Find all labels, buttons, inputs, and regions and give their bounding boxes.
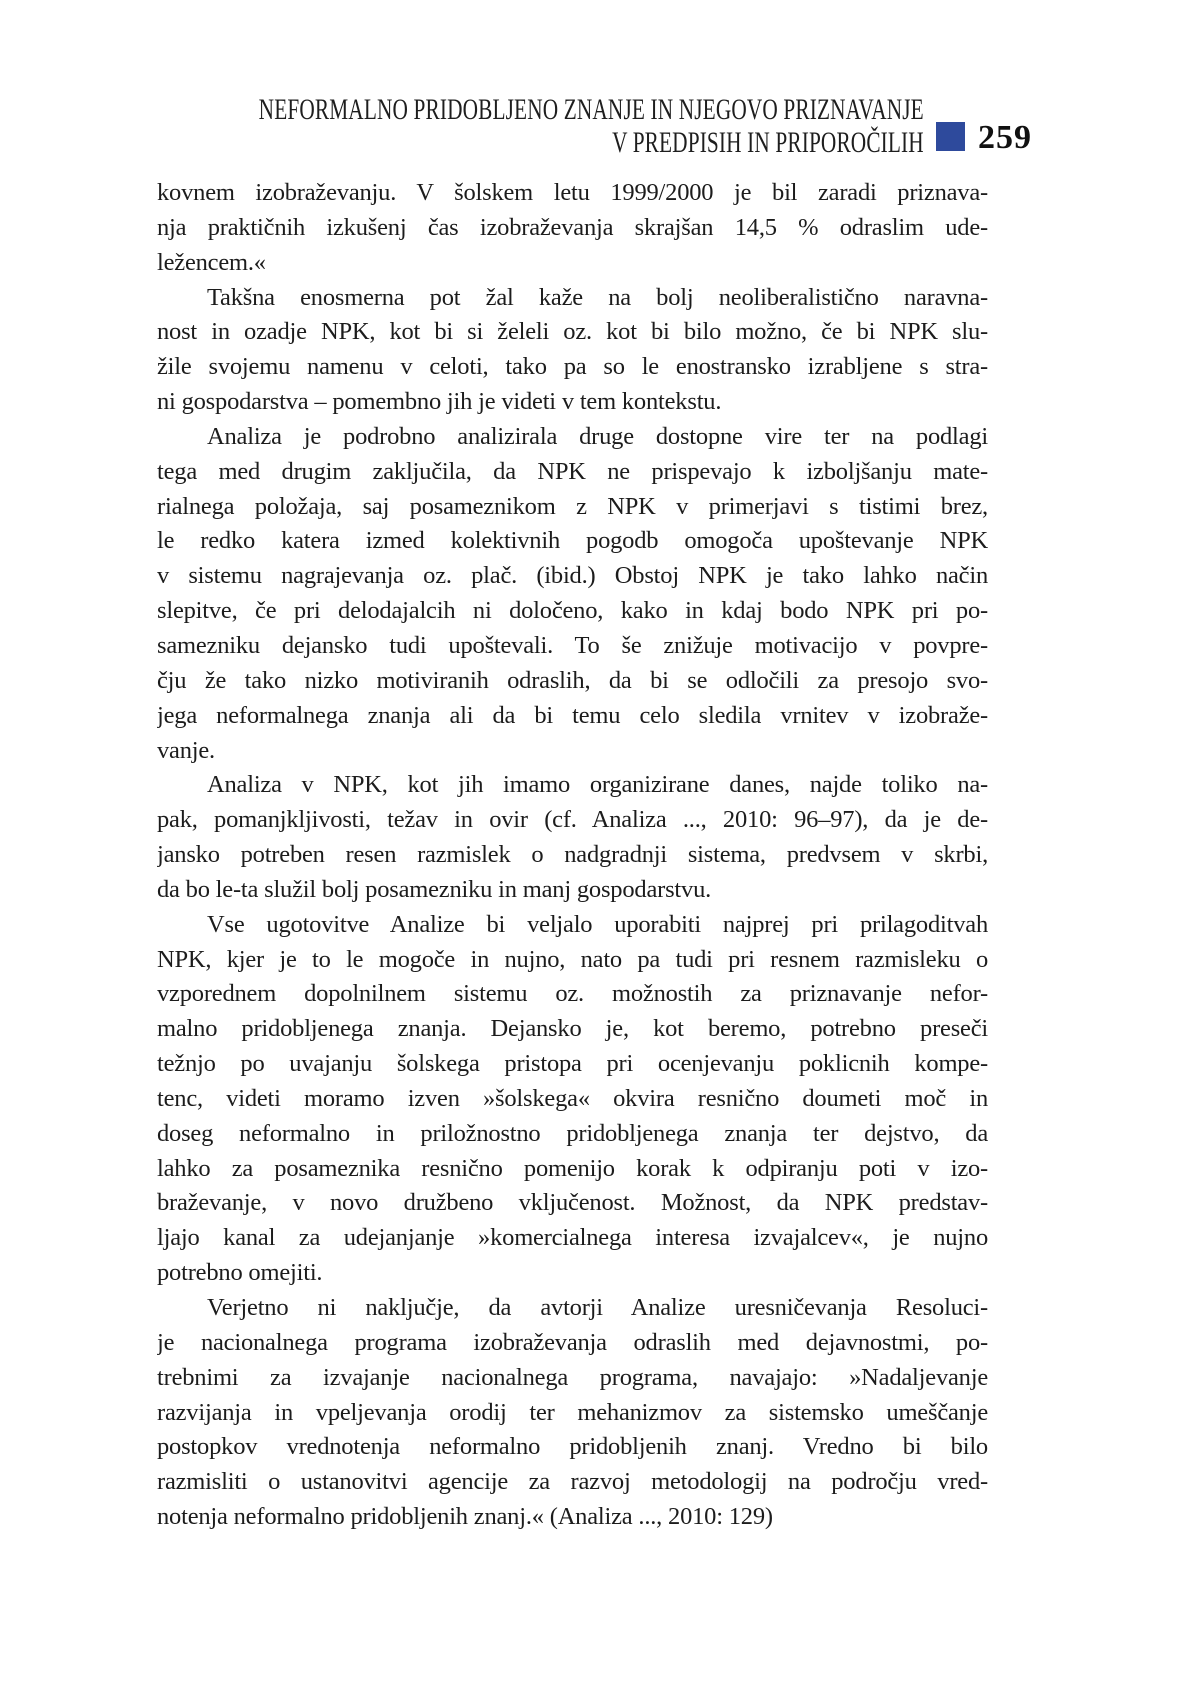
text-line: vzporednem dopolnilnem sistemu oz. možnostih za priznavanje nefor- (157, 980, 988, 1008)
text-line: lahko za posameznika resnično pomenijo korak k odpiranju poti v izo- (157, 1154, 988, 1182)
chapter-title-line1: NEFORMALNO PRIDOBLJENO ZNANJE IN NJEGOVO PRIZNAVANJE (258, 93, 924, 126)
text-line: Analiza v NPK, kot jih imamo organizirane danes, najde toliko na- (207, 771, 988, 799)
text-line: jansko potreben resen razmislek o nadgradnji sistema, predvsem v skrbi, (157, 841, 988, 869)
text-line: ležencem.« (157, 248, 266, 276)
chapter-title (259, 94, 924, 159)
text-line: slepitve, če pri delodajalcih ni določeno, kako in kdaj bodo NPK pri po- (157, 597, 988, 625)
text-line: kovnem izobraževanju. V šolskem letu 1999/2000 je bil zaradi priznava- (157, 179, 988, 206)
text-line: samezniku dejansko tudi upoštevali. To še znižuje motivacijo v povpre- (157, 631, 988, 659)
text-line: je nacionalnega programa izobraževanja odraslih med dejavnostmi, po- (157, 1328, 988, 1356)
running-header (0, 94, 1032, 159)
text-line: notenja neformalno pridobljenih znanj.« (Analiza ..., 2010: 129) (157, 1503, 773, 1531)
text-line: da bo le-ta služil bolj posamezniku in manj gospodarstvu. (157, 875, 712, 903)
text-line: Verjetno ni naključje, da avtorji Analize uresničevanja Resoluci- (207, 1294, 988, 1321)
text-line: NPK, kjer je to le mogoče in nujno, nato pa tudi pri resnem razmisleku o (157, 945, 988, 973)
text-line: trebnimi za izvajanje nacionalnega programa, navajajo: »Nadaljevanje (157, 1363, 988, 1391)
text-line: doseg neformalno in priložnostno pridobljenega znanja ter dejstvo, da (157, 1119, 988, 1147)
text-line: le redko katera izmed kolektivnih pogodb omogoča upoštevanje NPK (157, 527, 988, 555)
text-line: razmisliti o ustanovitvi agencije za razvoj metodologij na področju vred- (157, 1468, 988, 1496)
text-line: težnjo po uvajanju šolskega pristopa pri ocenjevanju poklicnih kompe- (157, 1050, 988, 1078)
text-line: rialnega položaja, saj posameznikom z NPK v primerjavi s tistimi brez, (157, 492, 988, 520)
text-line: žile svojemu namenu v celoti, tako pa so le enostransko izrabljene s stra- (157, 353, 988, 381)
text-line: potrebno omejiti. (157, 1259, 323, 1287)
text-line: malno pridobljenega znanja. Dejansko je, kot beremo, potrebno preseči (157, 1015, 988, 1043)
page-number: 259 (978, 119, 1032, 156)
text-line: nost in ozadje NPK, kot bi si želeli oz. kot bi bilo možno, če bi NPK slu- (157, 318, 988, 346)
text-line: tega med drugim zaključila, da NPK ne prispevajo k izboljšanju mate- (157, 457, 988, 485)
text-line: nja praktičnih izkušenj čas izobraževanja skrajšan 14,5 % odraslim ude- (157, 213, 988, 241)
accent-square (936, 122, 965, 151)
text-line: Takšna enosmerna pot žal kaže na bolj neoliberalistično naravna- (207, 283, 988, 311)
chapter-title-line2: V PREDPISIH IN PRIPOROČILIH (612, 125, 924, 159)
text-line: ljajo kanal za udejanjanje »komercialnega interesa izvajalcev«, je nujno (157, 1224, 988, 1252)
text-line: jega neformalnega znanja ali da bi temu celo sledila vrnitev v izobraže- (157, 701, 988, 729)
text-line: tenc, videti moramo izven »šolskega« okvira resnično doumeti moč in (157, 1084, 988, 1112)
text-line: Vse ugotovitve Analize bi veljalo uporabiti najprej pri prilagoditvah (207, 910, 988, 938)
text-line: braževanje, v novo družbeno vključenost. Možnost, da NPK predstav- (157, 1189, 988, 1217)
text-line: Analiza je podrobno analizirala druge dostopne vire ter na podlagi (207, 422, 988, 450)
body-text (157, 176, 988, 1535)
text-line: postopkov vrednotenja neformalno pridobljenih znanj. Vredno bi bilo (157, 1433, 988, 1461)
text-line: ni gospodarstva – pomembno jih je videti v tem kontekstu. (157, 388, 722, 416)
text-line: vanje. (157, 736, 215, 764)
text-line: razvijanja in vpeljevanja orodij ter mehanizmov za sistemsko umeščanje (157, 1398, 988, 1426)
text-line: čju že tako nizko motiviranih odraslih, da bi se odločili za presojo svo- (157, 666, 988, 694)
text-line: pak, pomanjkljivosti, težav in ovir (cf. Analiza ..., 2010: 96–97), da je de- (157, 806, 988, 834)
text-line: v sistemu nagrajevanja oz. plač. (ibid.) Obstoj NPK je tako lahko način (157, 562, 988, 590)
